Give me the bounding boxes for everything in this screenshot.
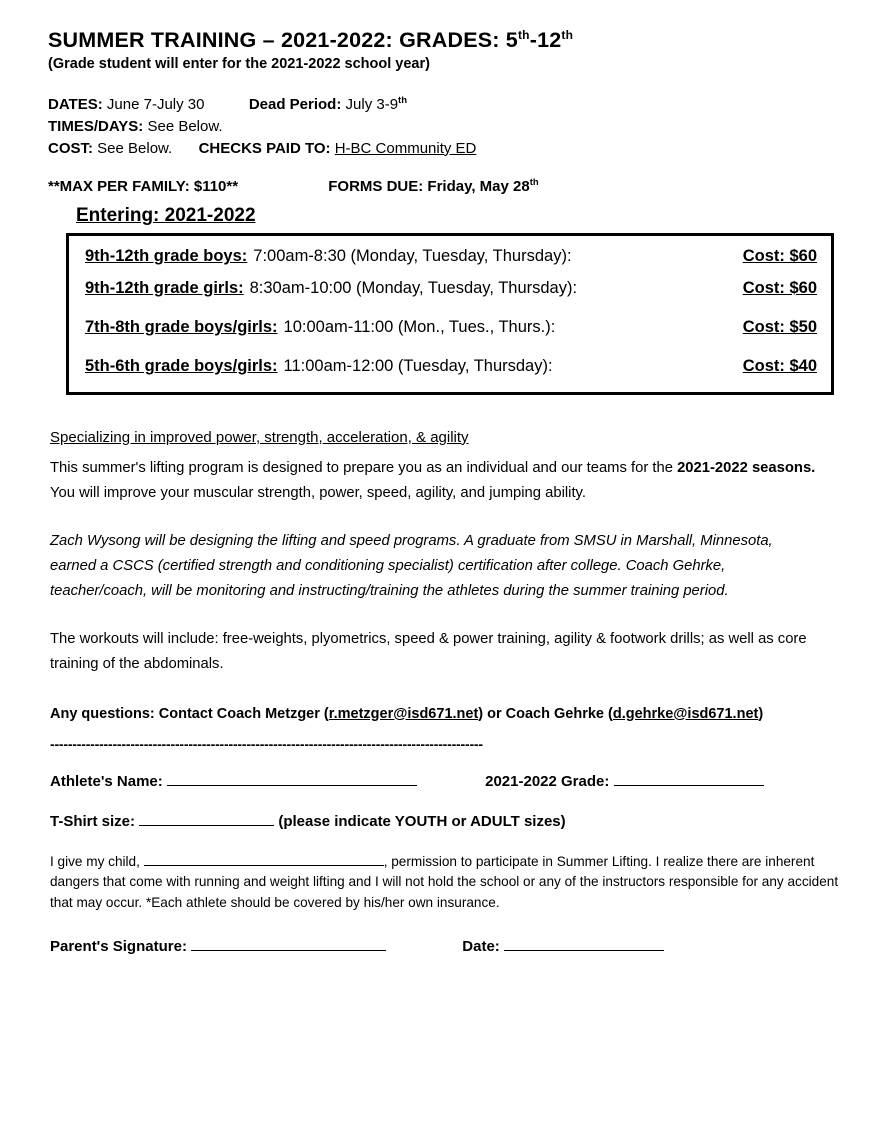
schedule-grades: 5th-6th grade boys/girls: (85, 357, 278, 376)
consent-part-1: I give my child, (50, 853, 144, 869)
schedule-grades: 9th-12th grade girls: (85, 278, 244, 297)
schedule-box (66, 233, 834, 394)
parent-signature-input[interactable] (191, 935, 386, 951)
schedule-cost: Cost: $60 (742, 278, 817, 297)
schedule-detail: 11:00am-12:00 (Tuesday, Thursday): (283, 357, 553, 376)
paragraph-staff: Zach Wysong will be designing the lifting and speed programs. A graduate from SMSU in Marshall, Minnesota, earned a CSCS (certified strength and conditioning specialist) certification after college. Coach Gehrke, teacher/coach, will be monitoring and instructing/training the athletes during the summer training period. (50, 532, 773, 600)
checks-value: H-BC Community ED (334, 139, 477, 157)
times-line (48, 116, 856, 138)
page-subtitle: (Grade student will enter for the 2021-2022 school year) (48, 56, 430, 73)
tshirt-note: (please indicate YOUTH or ADULT sizes) (278, 812, 566, 830)
grade-label: 2021-2022 Grade: (485, 772, 610, 790)
forms-due (328, 177, 538, 195)
schedule-row (85, 248, 817, 265)
paragraph-program-part-1: This summer's lifting program is designed to prepare you as an individual and our teams for the (50, 459, 678, 476)
schedule-grades: 7th-8th grade boys/girls: (85, 318, 278, 337)
page-title-text: SUMMER TRAINING – 2021-2022: GRADES: 5 (48, 28, 518, 53)
date-input[interactable] (504, 935, 664, 951)
schedule-cost: Cost: $40 (742, 357, 817, 376)
date-group (462, 935, 664, 955)
cost-label: COST: (48, 139, 93, 157)
schedule-detail: 7:00am-8:30 (Monday, Tuesday, Thursday): (253, 247, 572, 266)
schedule-detail: 8:30am-10:00 (Monday, Tuesday, Thursday): (249, 278, 578, 297)
forms-due-text: FORMS DUE: Friday, May 28 (328, 178, 530, 196)
times-label: TIMES/DAYS: (48, 117, 144, 135)
schedule-row (85, 358, 817, 375)
schedule-cost: Cost: $60 (742, 247, 817, 266)
email-link-gehrke[interactable]: d.gehrke@isd671.net (612, 705, 759, 722)
dates-line (48, 94, 856, 116)
dates-label: DATES: (48, 96, 103, 114)
contact-prefix: Any questions: Contact Coach Metzger ( (50, 705, 329, 722)
page-title (48, 28, 856, 53)
paragraph-program-bold: 2021-2022 seasons. (677, 459, 816, 476)
parent-signature-label: Parent's Signature: (50, 937, 187, 955)
grade-group (485, 770, 763, 790)
child-name-input[interactable] (144, 850, 384, 866)
paragraph-program (50, 456, 816, 507)
times-value: See Below. (147, 117, 223, 135)
consent-paragraph (50, 850, 854, 913)
cost-value: See Below. (97, 139, 173, 157)
schedule-detail: 10:00am-11:00 (Mon., Tues., Thurs.): (283, 318, 556, 337)
athlete-name-input[interactable] (167, 770, 417, 786)
grade-input[interactable] (614, 770, 764, 786)
page-title-dash: -12 (529, 28, 562, 53)
checks-label: CHECKS PAID TO: (198, 139, 331, 157)
paragraph-program-part-2: You will improve your muscular strength, power, speed, agility, and jumping ability. (50, 485, 586, 502)
schedule-row (85, 280, 817, 297)
schedule-row (85, 319, 817, 336)
info-block (48, 94, 856, 159)
signature-row (50, 935, 856, 955)
contact-middle: ) or Coach Gehrke ( (478, 705, 613, 722)
contact-line (50, 706, 856, 722)
max-per-family-line (48, 177, 856, 195)
page-title-sup-2: th (561, 28, 574, 42)
tshirt-label: T-Shirt size: (50, 812, 136, 830)
dashed-divider: ------------------------------------------------------------------------------------------------- (50, 735, 483, 752)
tshirt-row (50, 810, 856, 830)
dead-period-label: Dead Period: (248, 96, 342, 114)
dates-value: June 7-July 30 (106, 96, 205, 114)
athlete-name-row (50, 770, 856, 790)
dead-period-value: July 3-9 (345, 96, 399, 114)
consent-part-2: , permission to participate in Summer Lifting. I realize there are inherent dangers that come with running and weight lifting and I will not hold the school or any of the instructors responsible for any accident that may occur. *Each athlete should be covered by his/her own insurance. (50, 853, 839, 910)
forms-due-sup: th (529, 177, 539, 189)
page-title-sup-1: th (517, 28, 530, 42)
email-link-metzger[interactable]: r.metzger@isd671.net (328, 705, 479, 722)
entering-heading: Entering: 2021-2022 (76, 205, 256, 227)
schedule-cost: Cost: $50 (742, 318, 817, 337)
specializing-heading: Specializing in improved power, strength, acceleration, & agility (50, 428, 469, 446)
athlete-name-label: Athlete's Name: (50, 772, 163, 790)
date-label: Date: (462, 937, 500, 955)
paragraph-workouts: The workouts will include: free-weights, plyometrics, speed & power training, agility & footwork drills; as well as core training of the abdominals. (50, 630, 807, 673)
tshirt-input[interactable] (139, 810, 274, 826)
schedule-grades: 9th-12th grade boys: (85, 247, 248, 266)
cost-line (48, 138, 856, 160)
dead-period-sup: th (398, 95, 408, 107)
contact-suffix: ) (758, 705, 764, 722)
max-per-family: **MAX PER FAMILY: $110** (48, 178, 239, 196)
